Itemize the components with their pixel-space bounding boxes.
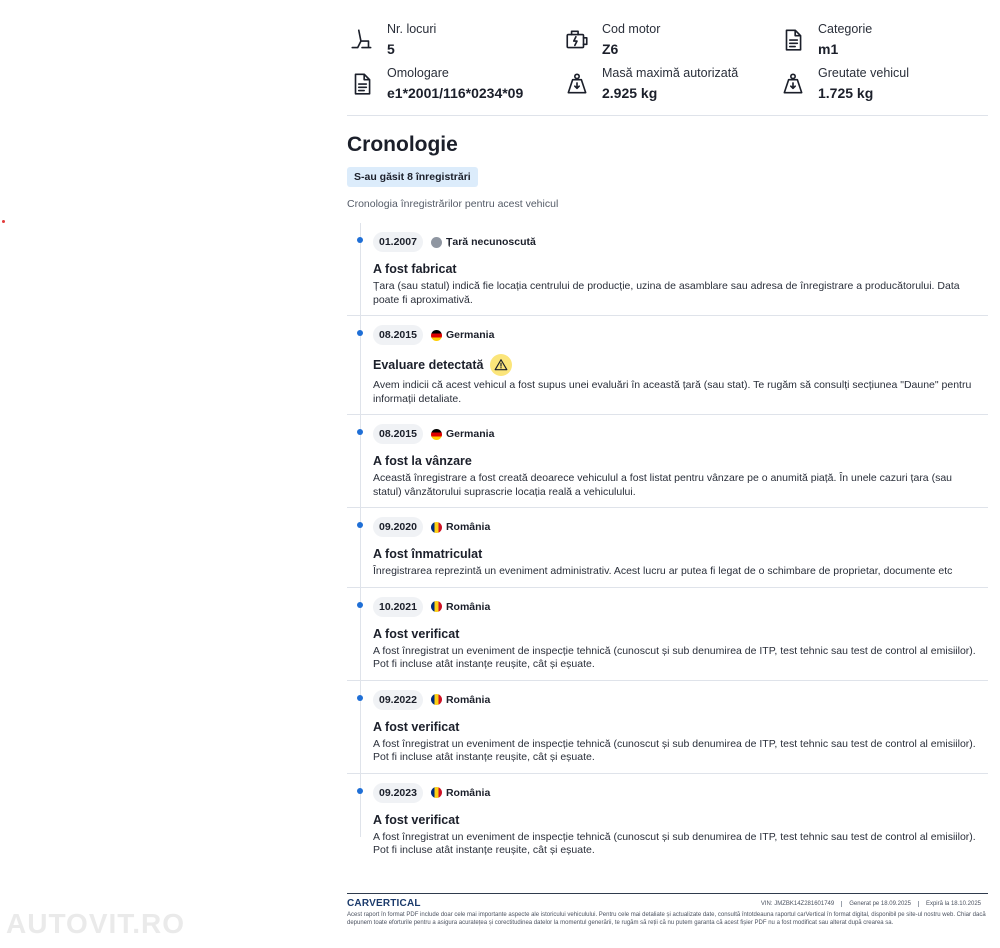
- spec-value: Z6: [602, 41, 619, 57]
- report-content: [347, 0, 988, 866]
- section-subtitle: Cronologia înregistrărilor pentru acest vehicul: [347, 198, 559, 210]
- event-title: A fost la vânzare: [373, 454, 472, 468]
- timeline-dot: [357, 522, 363, 528]
- event-date: 09.2023: [373, 783, 423, 803]
- timeline-event: [347, 681, 988, 774]
- timeline-event: [347, 774, 988, 866]
- event-description: A fost înregistrat un eveniment de inspecție tehnică (cunoscut și sub denumirea de ITP, test tehnic sau test de control al emisiilor). Pot fi incluse atât instanțe reușite, cât și eșuate.: [373, 737, 976, 763]
- flag-ro-icon: [431, 601, 442, 612]
- event-description: Înregistrarea reprezintă un eveniment administrativ. Acest lucru ar putea fi legat de o schimbare de proprietar, documente etc: [373, 565, 953, 577]
- flag-de-icon: [431, 330, 442, 341]
- spec-label: Categorie: [818, 22, 873, 36]
- generated-date: Generat pe 18.09.2025: [841, 901, 918, 907]
- timeline-event: [347, 316, 988, 415]
- spec-max-mass: [562, 66, 778, 102]
- event-title: A fost verificat: [373, 812, 460, 827]
- report-footer: [347, 893, 988, 927]
- spec-vehicle-weight: [778, 66, 988, 102]
- spec-label: Nr. locuri: [387, 22, 437, 36]
- footer-disclaimer: Acest raport în format PDF include doar cele mai importante aspecte ale istoricului vehiculului. Pentru cele mai detaliate și actualizate date, consultă întotdeauna raportul carVertical în format digital, disponibil pe site-ul nostru web. Chiar dacă depunem toate eforturile pentru a asigura acuratețea și corectitudinea datelor la momentul generării, te rugăm să reții că nu putem garanta că acest fișier PDF nu a fost modificat sau alterat după crearea sa.: [347, 912, 986, 926]
- event-country: România: [445, 786, 491, 799]
- event-date: 01.2007: [373, 232, 423, 252]
- spec-value: 5: [387, 41, 395, 57]
- divider: [347, 115, 988, 116]
- event-date: 10.2021: [373, 597, 423, 617]
- timeline: [347, 223, 988, 866]
- document-icon: [780, 27, 806, 53]
- spec-value: e1*2001/116*0234*09: [387, 85, 524, 101]
- brand-logo: CARVERTICAL: [347, 898, 421, 909]
- event-date: 08.2015: [373, 424, 423, 444]
- spec-label: Masă maximă autorizată: [602, 66, 739, 80]
- vin-text: VIN: JMZBK14Z281601749: [760, 900, 835, 907]
- event-country: România: [445, 600, 491, 613]
- event-description: A fost înregistrat un eveniment de inspecție tehnică (cunoscut și sub denumirea de ITP, test tehnic sau test de control al emisiilor). Pot fi incluse atât instanțe reușite, cât și eșuate.: [373, 644, 976, 670]
- event-description: Țara (sau statul) indică fie locația centrului de producție, uzina de asamblare sau adresa de înregistrare a producătorului. Data poate fi aproximativă.: [373, 280, 960, 306]
- event-title: Evaluare detectată: [373, 358, 484, 372]
- event-description: A fost înregistrat un eveniment de inspecție tehnică (cunoscut și sub denumirea de ITP, test tehnic sau test de control al emisiilor). Pot fi incluse atât instanțe reușite, cât și eșuate.: [373, 830, 976, 856]
- spec-seats: [347, 22, 562, 58]
- flag-ro-icon: [431, 522, 442, 533]
- stray-dot: [2, 220, 5, 223]
- event-country: România: [445, 693, 491, 706]
- timeline-event: [347, 588, 988, 681]
- event-country: Țară necunoscută: [445, 236, 536, 248]
- spec-category: [778, 22, 988, 58]
- timeline-dot: [357, 237, 363, 243]
- watermark: AUTOVIT.RO: [6, 908, 186, 939]
- warning-icon: [490, 354, 512, 376]
- timeline-dot: [357, 695, 363, 701]
- engine-icon: [564, 27, 590, 53]
- records-badge: S-au găsit 8 înregistrări: [347, 167, 478, 187]
- event-country: Germania: [445, 428, 495, 440]
- expiry-date: Expiră la 18.10.2025: [918, 901, 988, 907]
- event-title: A fost înmatriculat: [373, 547, 483, 561]
- flag-ro-icon: [431, 787, 442, 798]
- spec-label: Omologare: [387, 66, 449, 80]
- document-icon: [349, 71, 375, 97]
- seat-icon: [349, 27, 375, 53]
- timeline-dot: [357, 330, 363, 336]
- spec-value: 2.925 kg: [602, 85, 658, 101]
- event-date: 09.2022: [373, 690, 423, 710]
- timeline-event: [347, 223, 988, 316]
- spec-value: m1: [818, 41, 839, 57]
- flag-de-icon: [431, 429, 442, 440]
- spec-engine: [562, 22, 778, 58]
- event-description: Această înregistrare a fost creată deoarece vehiculul a fost listat pentru vânzare pe o anumită piață. În unele cazuri țara (sau statul) vânzătorului suprascrie locația reală a vehiculului.: [373, 472, 952, 498]
- event-country: Germania: [445, 329, 495, 341]
- timeline-dot: [357, 602, 363, 608]
- event-date: 09.2020: [373, 517, 423, 537]
- timeline-dot: [357, 788, 363, 794]
- spec-label: Greutate vehicul: [818, 66, 910, 80]
- event-date: 08.2015: [373, 325, 423, 345]
- globe-icon: [431, 237, 442, 248]
- timeline-event: [347, 415, 988, 508]
- timeline-dot: [357, 429, 363, 435]
- spec-value: 1.725 kg: [818, 85, 874, 101]
- weight-icon: [564, 71, 590, 97]
- event-title: A fost fabricat: [373, 262, 457, 276]
- section-title: Cronologie: [347, 133, 458, 156]
- event-title: A fost verificat: [373, 626, 460, 641]
- spec-homologation: [347, 66, 562, 102]
- spec-label: Cod motor: [602, 22, 661, 36]
- weight-icon: [780, 71, 806, 97]
- event-description: Avem indicii că acest vehicul a fost supus unei evaluări în această țară (sau stat). Te rugăm să consulți secțiunea "Daune" pentru informații detaliate.: [373, 379, 972, 405]
- timeline-event: [347, 508, 988, 588]
- event-title: A fost verificat: [373, 719, 460, 734]
- footer-meta: [754, 901, 988, 907]
- event-country: România: [445, 521, 491, 533]
- flag-ro-icon: [431, 694, 442, 705]
- vehicle-specs: [347, 0, 988, 102]
